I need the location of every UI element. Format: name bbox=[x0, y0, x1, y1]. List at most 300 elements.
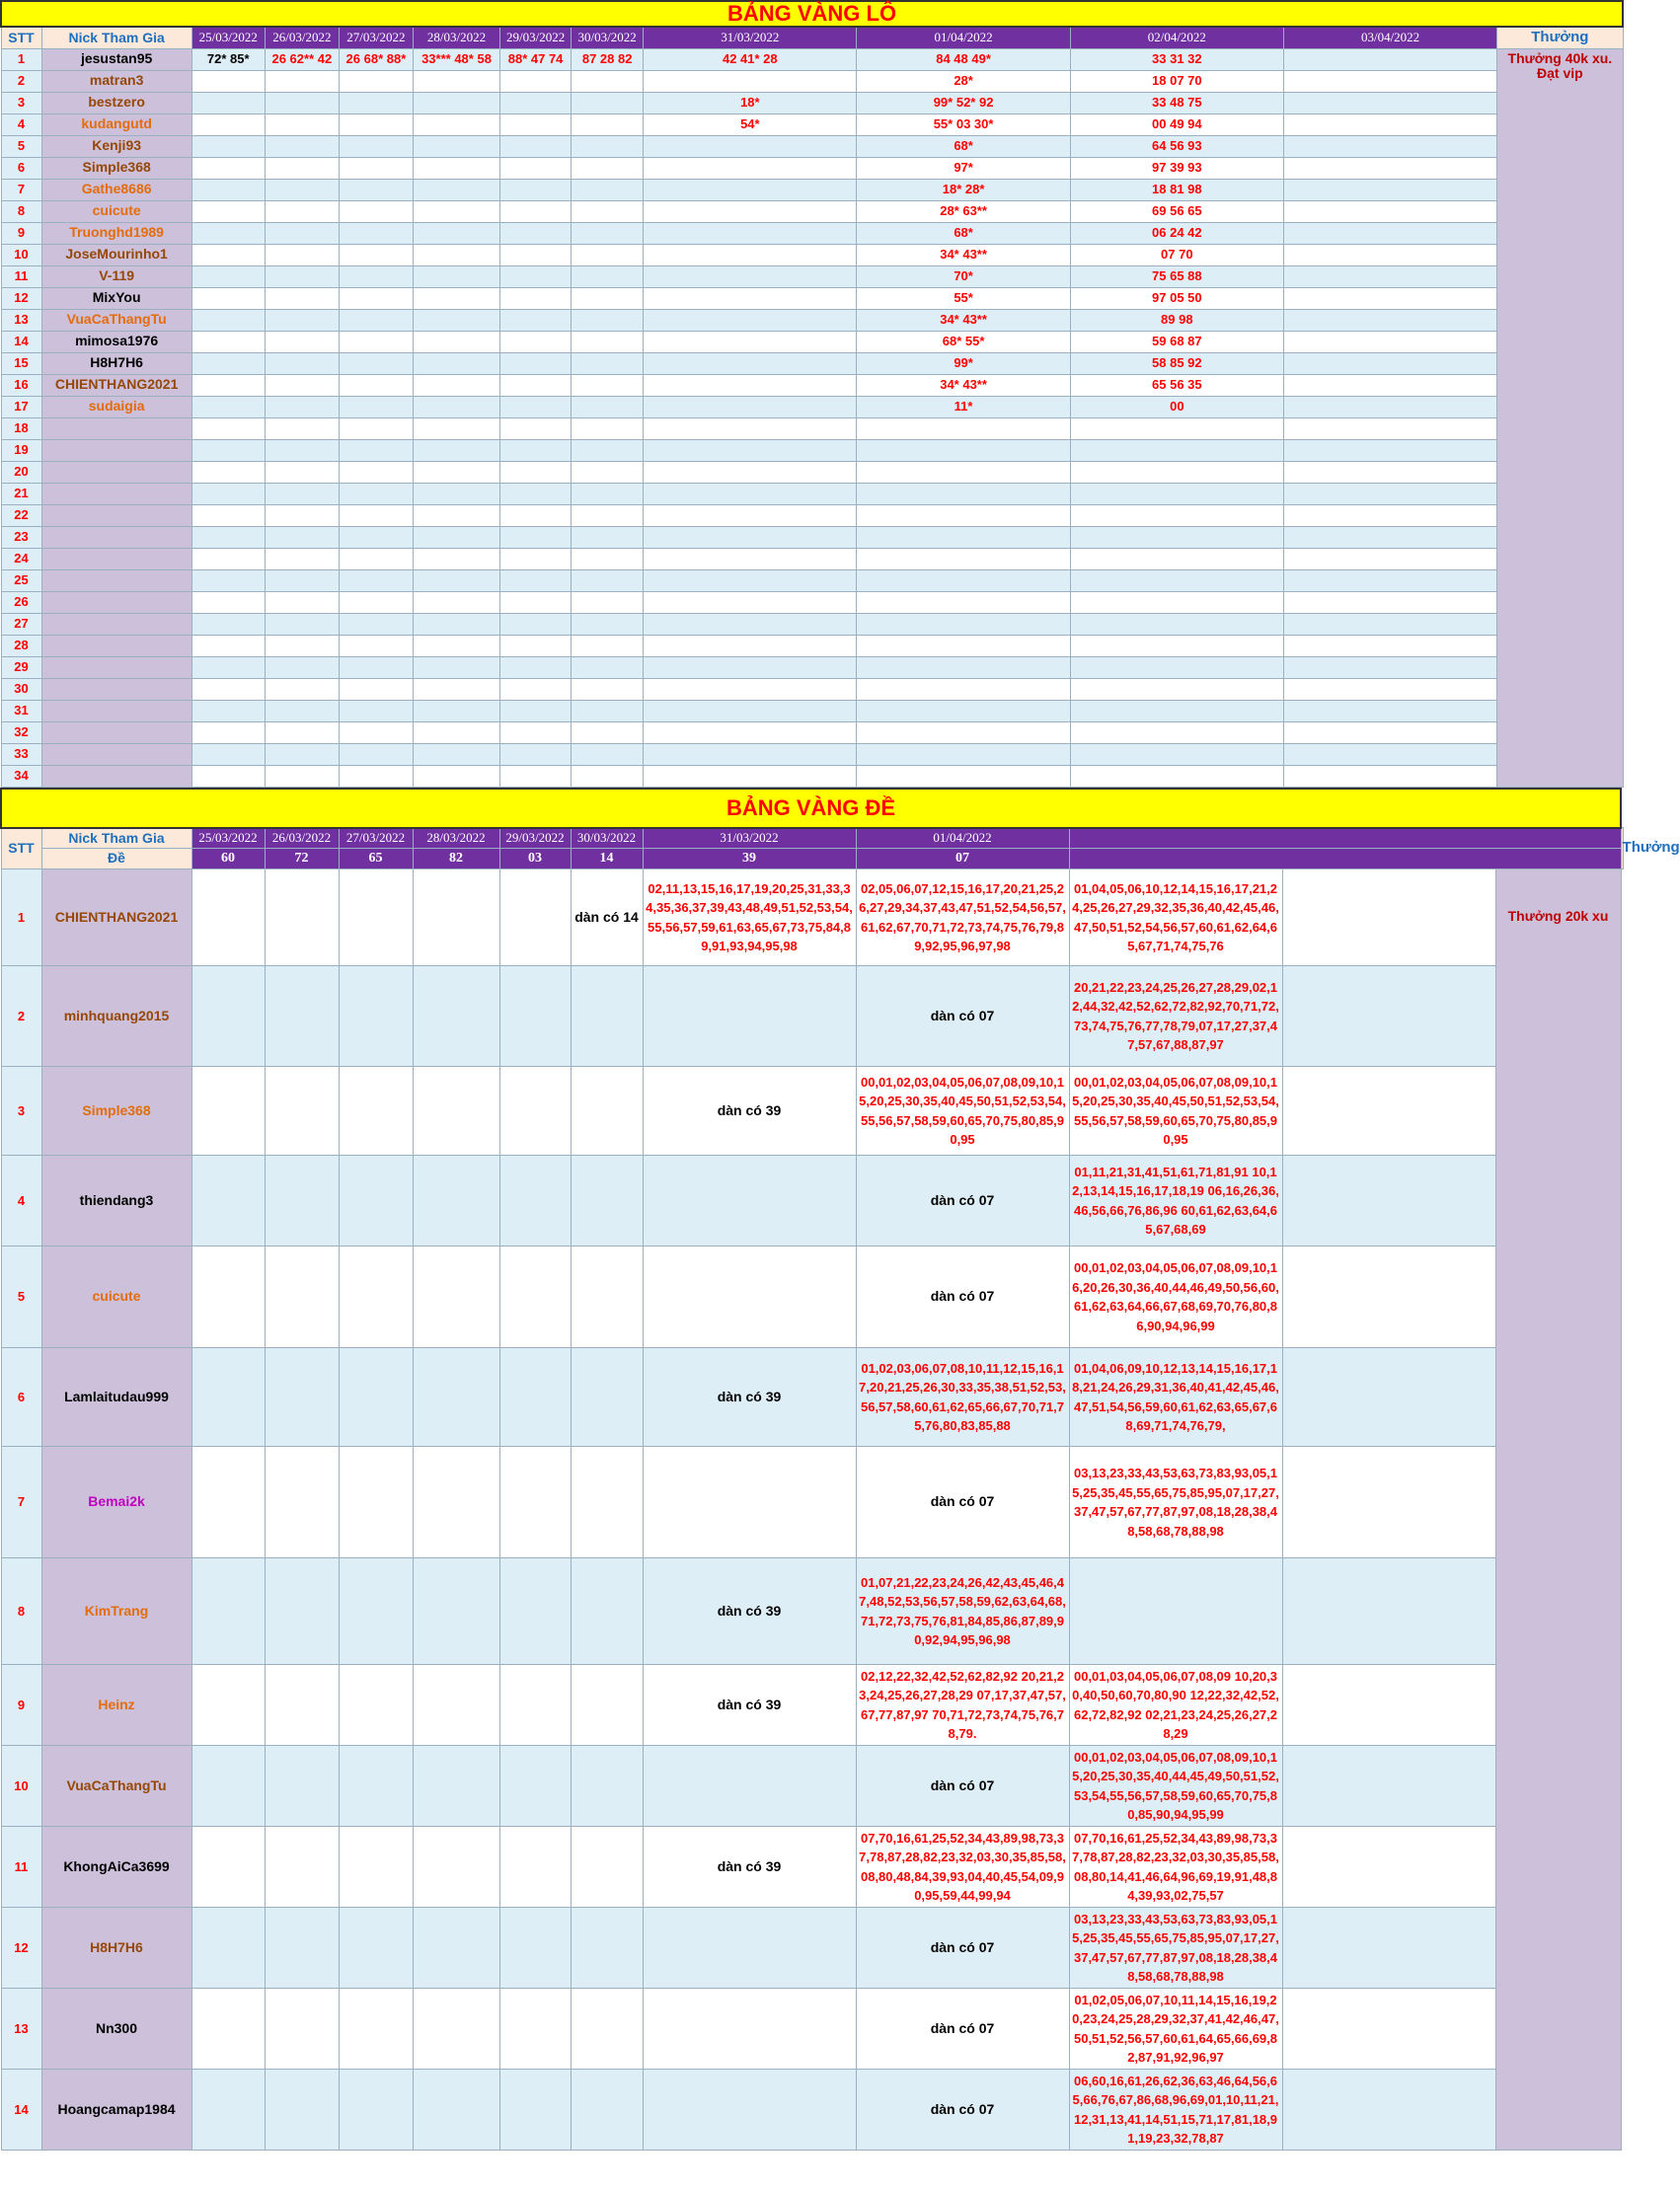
de-date-header: 29/03/2022 bbox=[499, 828, 571, 849]
table-row bbox=[1, 1827, 1624, 1908]
nick-cell: Kenji93 bbox=[41, 135, 191, 157]
pick-cell bbox=[857, 743, 1070, 765]
empty-cell bbox=[339, 1989, 413, 2070]
pick-cell bbox=[857, 635, 1070, 656]
pick-cell bbox=[413, 613, 499, 635]
number-list bbox=[571, 1665, 643, 1746]
table-row bbox=[1, 1665, 1624, 1746]
table-row bbox=[1, 869, 1624, 966]
de-date-header: 27/03/2022 bbox=[339, 828, 413, 849]
pick-cell: 84 48 49* bbox=[857, 48, 1070, 70]
row-number: 24 bbox=[1, 548, 41, 569]
row-number: 20 bbox=[1, 461, 41, 483]
row-number: 21 bbox=[1, 483, 41, 504]
number-list bbox=[643, 1447, 856, 1558]
row-number: 12 bbox=[1, 1908, 41, 1989]
empty-cell bbox=[265, 1665, 339, 1746]
pick-cell bbox=[644, 635, 857, 656]
pick-cell bbox=[857, 678, 1070, 700]
lo-header-nick: Nick Tham Gia bbox=[41, 27, 191, 48]
pick-cell bbox=[644, 765, 857, 787]
table-row bbox=[1, 504, 1623, 526]
pick-cell: 18 07 70 bbox=[1070, 70, 1283, 92]
pick-cell bbox=[191, 461, 265, 483]
pick-cell bbox=[500, 200, 572, 222]
dan-label: dàn có 39 bbox=[643, 1665, 856, 1746]
pick-cell bbox=[1283, 613, 1496, 635]
pick-cell bbox=[500, 591, 572, 613]
table-row bbox=[1, 743, 1623, 765]
pick-cell bbox=[644, 700, 857, 721]
pick-cell bbox=[1070, 461, 1283, 483]
lo-date-header: 03/04/2022 bbox=[1283, 27, 1496, 48]
table-row bbox=[1, 765, 1623, 787]
nick-cell bbox=[41, 548, 191, 569]
lo-table bbox=[0, 0, 1624, 788]
pick-cell bbox=[339, 374, 413, 396]
pick-cell bbox=[413, 743, 499, 765]
number-list bbox=[571, 1746, 643, 1827]
empty-cell bbox=[499, 1746, 571, 1827]
pick-cell bbox=[857, 439, 1070, 461]
pick-cell bbox=[413, 70, 499, 92]
empty-cell bbox=[339, 1348, 413, 1447]
pick-cell bbox=[644, 613, 857, 635]
number-list bbox=[643, 1246, 856, 1348]
row-number: 6 bbox=[1, 157, 41, 179]
row-number: 26 bbox=[1, 591, 41, 613]
nick-cell: jesustan95 bbox=[41, 48, 191, 70]
number-list bbox=[643, 1908, 856, 1989]
row-number: 27 bbox=[1, 613, 41, 635]
pick-cell bbox=[191, 678, 265, 700]
pick-cell bbox=[500, 721, 572, 743]
pick-cell bbox=[572, 417, 644, 439]
lo-date-header: 02/04/2022 bbox=[1070, 27, 1283, 48]
number-list: 01,04,05,06,10,12,14,15,16,17,21,24,25,26,27,29,32,35,36,40,42,45,46,47,50,51,52,54,56,57,60,61,62,64,65,67,71,74,75,76 bbox=[1069, 869, 1282, 966]
pick-cell bbox=[1070, 743, 1283, 765]
pick-cell bbox=[413, 396, 499, 417]
pick-cell bbox=[191, 352, 265, 374]
pick-cell bbox=[413, 222, 499, 244]
pick-cell bbox=[265, 417, 339, 439]
row-number: 6 bbox=[1, 1348, 41, 1447]
empty-cell bbox=[191, 1827, 265, 1908]
empty-cell bbox=[413, 2070, 499, 2151]
pick-cell bbox=[1070, 700, 1283, 721]
number-list: 00,01,02,03,04,05,06,07,08,09,10,16,20,26,30,36,40,44,46,49,50,56,60,61,62,63,64,66,67,68,69,70,76,80,86,90,94,96,99 bbox=[1069, 1246, 1282, 1348]
pick-cell bbox=[265, 179, 339, 200]
empty-cell bbox=[413, 1246, 499, 1348]
row-number: 11 bbox=[1, 1827, 41, 1908]
pick-cell bbox=[1070, 591, 1283, 613]
pick-cell bbox=[413, 309, 499, 331]
dan-label: dàn có 14 bbox=[571, 869, 643, 966]
pick-cell bbox=[191, 113, 265, 135]
pick-cell bbox=[500, 700, 572, 721]
pick-cell bbox=[500, 504, 572, 526]
pick-cell bbox=[500, 70, 572, 92]
pick-cell bbox=[1283, 743, 1496, 765]
pick-cell bbox=[265, 222, 339, 244]
pick-cell bbox=[572, 721, 644, 743]
nick-cell: H8H7H6 bbox=[41, 352, 191, 374]
pick-cell bbox=[1283, 309, 1496, 331]
table-row bbox=[1, 1156, 1624, 1246]
table-row bbox=[1, 200, 1623, 222]
pick-cell bbox=[1070, 721, 1283, 743]
lo-date-header: 26/03/2022 bbox=[265, 27, 339, 48]
row-number: 12 bbox=[1, 287, 41, 309]
pick-cell bbox=[265, 526, 339, 548]
pick-cell bbox=[1283, 331, 1496, 352]
pick-cell bbox=[191, 92, 265, 113]
pick-cell bbox=[644, 591, 857, 613]
pick-cell bbox=[857, 613, 1070, 635]
pick-cell bbox=[572, 352, 644, 374]
empty-cell bbox=[413, 1348, 499, 1447]
pick-cell bbox=[500, 352, 572, 374]
de-result-value: 14 bbox=[571, 849, 643, 869]
pick-cell bbox=[572, 526, 644, 548]
pick-cell bbox=[500, 743, 572, 765]
pick-cell bbox=[191, 309, 265, 331]
row-number: 13 bbox=[1, 1989, 41, 2070]
empty-cell bbox=[1282, 1156, 1495, 1246]
pick-cell bbox=[265, 244, 339, 265]
pick-cell bbox=[500, 417, 572, 439]
pick-cell bbox=[413, 157, 499, 179]
pick-cell bbox=[265, 92, 339, 113]
pick-cell: 18 81 98 bbox=[1070, 179, 1283, 200]
pick-cell: 59 68 87 bbox=[1070, 331, 1283, 352]
table-row bbox=[1, 331, 1623, 352]
pick-cell bbox=[339, 179, 413, 200]
nick-cell: Hoangcamap1984 bbox=[41, 2070, 191, 2151]
row-number: 23 bbox=[1, 526, 41, 548]
pick-cell bbox=[413, 700, 499, 721]
table-row bbox=[1, 374, 1623, 396]
pick-cell bbox=[572, 765, 644, 787]
pick-cell bbox=[265, 765, 339, 787]
de-header-de: Đề bbox=[41, 849, 191, 869]
pick-cell bbox=[265, 483, 339, 504]
pick-cell bbox=[500, 287, 572, 309]
pick-cell bbox=[1070, 439, 1283, 461]
pick-cell bbox=[857, 569, 1070, 591]
row-number: 32 bbox=[1, 721, 41, 743]
pick-cell bbox=[191, 287, 265, 309]
pick-cell: 18* bbox=[644, 92, 857, 113]
pick-cell bbox=[265, 352, 339, 374]
pick-cell bbox=[413, 721, 499, 743]
number-list bbox=[571, 1447, 643, 1558]
pick-cell: 00 bbox=[1070, 396, 1283, 417]
empty-cell bbox=[265, 1908, 339, 1989]
table-row bbox=[1, 1348, 1624, 1447]
pick-cell bbox=[1283, 70, 1496, 92]
pick-cell bbox=[265, 331, 339, 352]
empty-cell bbox=[413, 1908, 499, 1989]
pick-cell bbox=[644, 548, 857, 569]
pick-cell bbox=[191, 743, 265, 765]
empty-cell bbox=[265, 1746, 339, 1827]
pick-cell bbox=[572, 743, 644, 765]
empty-cell bbox=[499, 1348, 571, 1447]
pick-cell bbox=[1283, 179, 1496, 200]
table-row bbox=[1, 309, 1623, 331]
pick-cell bbox=[644, 287, 857, 309]
pick-cell bbox=[644, 743, 857, 765]
de-date-header: 01/04/2022 bbox=[856, 828, 1069, 849]
number-list bbox=[643, 2070, 856, 2151]
empty-cell bbox=[265, 1989, 339, 2070]
pick-cell bbox=[857, 656, 1070, 678]
pick-cell bbox=[339, 721, 413, 743]
dan-label: dàn có 07 bbox=[856, 1989, 1069, 2070]
number-list: 03,13,23,33,43,53,63,73,83,93,05,15,25,35,45,55,65,75,85,95,07,17,27,37,47,57,67,77,87,97,08,18,28,38,48,58,68,78,88,98 bbox=[1069, 1908, 1282, 1989]
table-row bbox=[1, 548, 1623, 569]
pick-cell bbox=[572, 222, 644, 244]
de-header-reward: Thưởng bbox=[1621, 828, 1623, 869]
row-number: 5 bbox=[1, 135, 41, 157]
pick-cell bbox=[339, 287, 413, 309]
de-header-row bbox=[1, 828, 1624, 849]
empty-cell bbox=[265, 1447, 339, 1558]
number-list: 01,07,21,22,23,24,26,42,43,45,46,47,48,52,53,56,57,58,59,62,63,64,68,71,72,73,75,76,81,84,85,86,87,89,90,92,94,95,96,98 bbox=[856, 1558, 1069, 1665]
pick-cell bbox=[857, 700, 1070, 721]
empty-cell bbox=[339, 1746, 413, 1827]
pick-cell bbox=[500, 244, 572, 265]
empty-cell bbox=[1282, 1246, 1495, 1348]
pick-cell bbox=[644, 179, 857, 200]
pick-cell: 18* 28* bbox=[857, 179, 1070, 200]
number-list: 01,02,05,06,07,10,11,14,15,16,19,20,23,24,25,28,29,32,37,41,42,46,47,50,51,52,56,57,60,61,64,65,66,69,82,87,91,92,96,97 bbox=[1069, 1989, 1282, 2070]
pick-cell bbox=[1283, 287, 1496, 309]
empty-cell bbox=[191, 1989, 265, 2070]
pick-cell bbox=[413, 331, 499, 352]
dan-label: dàn có 07 bbox=[856, 1156, 1069, 1246]
pick-cell bbox=[339, 613, 413, 635]
row-number: 18 bbox=[1, 417, 41, 439]
number-list bbox=[571, 1067, 643, 1156]
pick-cell bbox=[265, 439, 339, 461]
pick-cell: 54* bbox=[644, 113, 857, 135]
empty-cell bbox=[413, 1746, 499, 1827]
de-result-row bbox=[1, 849, 1624, 869]
table-row bbox=[1, 635, 1623, 656]
table-row bbox=[1, 135, 1623, 157]
pick-cell: 64 56 93 bbox=[1070, 135, 1283, 157]
pick-cell bbox=[191, 70, 265, 92]
pick-cell: 34* 43** bbox=[857, 244, 1070, 265]
pick-cell bbox=[413, 439, 499, 461]
empty-cell bbox=[191, 1067, 265, 1156]
row-number: 4 bbox=[1, 113, 41, 135]
table-row bbox=[1, 966, 1624, 1067]
empty-cell bbox=[265, 1558, 339, 1665]
pick-cell bbox=[413, 113, 499, 135]
number-list: 20,21,22,23,24,25,26,27,28,29,02,12,44,32,42,52,62,72,82,92,70,71,72,73,74,75,76,77,78,79,07,17,27,37,47,57,67,88,87,97 bbox=[1069, 966, 1282, 1067]
pick-cell bbox=[1283, 635, 1496, 656]
nick-cell bbox=[41, 569, 191, 591]
pick-cell: 65 56 35 bbox=[1070, 374, 1283, 396]
pick-cell bbox=[1070, 526, 1283, 548]
pick-cell bbox=[413, 200, 499, 222]
nick-cell: kudangutd bbox=[41, 113, 191, 135]
empty-cell bbox=[413, 1156, 499, 1246]
table-row bbox=[1, 287, 1623, 309]
nick-cell bbox=[41, 721, 191, 743]
de-title: BẢNG VÀNG ĐỀ bbox=[1, 789, 1621, 828]
nick-cell: KhongAiCa3699 bbox=[41, 1827, 191, 1908]
nick-cell bbox=[41, 765, 191, 787]
empty-cell bbox=[339, 1908, 413, 1989]
de-date-header: 28/03/2022 bbox=[413, 828, 499, 849]
nick-cell: VuaCaThangTu bbox=[41, 1746, 191, 1827]
pick-cell bbox=[500, 179, 572, 200]
pick-cell bbox=[500, 157, 572, 179]
pick-cell bbox=[857, 461, 1070, 483]
empty-cell bbox=[191, 869, 265, 966]
pick-cell bbox=[1283, 265, 1496, 287]
pick-cell bbox=[500, 461, 572, 483]
pick-cell bbox=[413, 287, 499, 309]
pick-cell bbox=[500, 331, 572, 352]
pick-cell bbox=[1283, 569, 1496, 591]
empty-cell bbox=[339, 1558, 413, 1665]
pick-cell bbox=[572, 135, 644, 157]
pick-cell bbox=[339, 700, 413, 721]
de-result-value bbox=[1069, 849, 1621, 869]
pick-cell: 06 24 42 bbox=[1070, 222, 1283, 244]
table-row bbox=[1, 352, 1623, 374]
pick-cell bbox=[413, 135, 499, 157]
pick-cell bbox=[644, 656, 857, 678]
pick-cell bbox=[339, 417, 413, 439]
pick-cell bbox=[191, 765, 265, 787]
pick-cell: 75 65 88 bbox=[1070, 265, 1283, 287]
pick-cell bbox=[265, 591, 339, 613]
pick-cell: 33 48 75 bbox=[1070, 92, 1283, 113]
pick-cell bbox=[500, 265, 572, 287]
empty-cell bbox=[1282, 1447, 1495, 1558]
row-number: 10 bbox=[1, 1746, 41, 1827]
pick-cell: 69 56 65 bbox=[1070, 200, 1283, 222]
empty-cell bbox=[191, 1746, 265, 1827]
pick-cell bbox=[413, 244, 499, 265]
pick-cell bbox=[1070, 504, 1283, 526]
pick-cell: 11* bbox=[857, 396, 1070, 417]
empty-cell bbox=[265, 1067, 339, 1156]
nick-cell: Bemai2k bbox=[41, 1447, 191, 1558]
pick-cell bbox=[1283, 678, 1496, 700]
pick-cell bbox=[1070, 635, 1283, 656]
pick-cell bbox=[1283, 548, 1496, 569]
nick-cell bbox=[41, 461, 191, 483]
pick-cell bbox=[572, 548, 644, 569]
pick-cell bbox=[339, 222, 413, 244]
row-number: 5 bbox=[1, 1246, 41, 1348]
pick-cell bbox=[572, 374, 644, 396]
pick-cell bbox=[265, 721, 339, 743]
pick-cell: 68* 55* bbox=[857, 331, 1070, 352]
pick-cell bbox=[191, 591, 265, 613]
pick-cell bbox=[572, 396, 644, 417]
empty-cell bbox=[499, 1447, 571, 1558]
pick-cell bbox=[1070, 548, 1283, 569]
nick-cell bbox=[41, 656, 191, 678]
pick-cell: 34* 43** bbox=[857, 374, 1070, 396]
row-number: 3 bbox=[1, 92, 41, 113]
empty-cell bbox=[1282, 1746, 1495, 1827]
empty-cell bbox=[499, 1827, 571, 1908]
pick-cell bbox=[1070, 656, 1283, 678]
nick-cell: bestzero bbox=[41, 92, 191, 113]
table-row bbox=[1, 483, 1623, 504]
pick-cell bbox=[500, 526, 572, 548]
pick-cell bbox=[265, 700, 339, 721]
pick-cell bbox=[339, 765, 413, 787]
empty-cell bbox=[191, 1447, 265, 1558]
pick-cell bbox=[1283, 244, 1496, 265]
pick-cell: 55* 03 30* bbox=[857, 113, 1070, 135]
pick-cell bbox=[857, 765, 1070, 787]
pick-cell bbox=[265, 569, 339, 591]
row-number: 10 bbox=[1, 244, 41, 265]
pick-cell bbox=[644, 439, 857, 461]
row-number: 30 bbox=[1, 678, 41, 700]
number-list: 07,70,16,61,25,52,34,43,89,98,73,37,78,87,28,82,23,32,03,30,35,85,58,08,80,48,84,39,93,04,40,45,54,09,90,95,59,44,99,94 bbox=[856, 1827, 1069, 1908]
pick-cell bbox=[413, 504, 499, 526]
nick-cell: Lamlaitudau999 bbox=[41, 1348, 191, 1447]
pick-cell bbox=[1283, 135, 1496, 157]
empty-cell bbox=[191, 1348, 265, 1447]
number-list: 06,60,16,61,26,62,36,63,46,64,56,65,66,76,67,86,68,96,69,01,10,11,21,12,31,13,41,14,51,15,71,17,81,18,91,19,23,32,78,87 bbox=[1069, 2070, 1282, 2151]
pick-cell bbox=[191, 504, 265, 526]
nick-cell: matran3 bbox=[41, 70, 191, 92]
pick-cell bbox=[191, 656, 265, 678]
empty-cell bbox=[499, 1156, 571, 1246]
pick-cell bbox=[1283, 439, 1496, 461]
pick-cell bbox=[644, 244, 857, 265]
pick-cell bbox=[265, 656, 339, 678]
pick-cell bbox=[191, 526, 265, 548]
empty-cell bbox=[1282, 1908, 1495, 1989]
empty-cell bbox=[413, 966, 499, 1067]
pick-cell bbox=[413, 569, 499, 591]
table-row bbox=[1, 439, 1623, 461]
pick-cell: 72* 85* bbox=[191, 48, 265, 70]
pick-cell bbox=[572, 439, 644, 461]
row-number: 3 bbox=[1, 1067, 41, 1156]
table-row bbox=[1, 591, 1623, 613]
row-number: 2 bbox=[1, 70, 41, 92]
pick-cell bbox=[265, 113, 339, 135]
empty-cell bbox=[339, 2070, 413, 2151]
nick-cell: Nn300 bbox=[41, 1989, 191, 2070]
pick-cell bbox=[265, 678, 339, 700]
empty-cell bbox=[499, 1908, 571, 1989]
pick-cell bbox=[265, 70, 339, 92]
dan-label: dàn có 39 bbox=[643, 1067, 856, 1156]
pick-cell bbox=[191, 483, 265, 504]
pick-cell bbox=[1283, 396, 1496, 417]
pick-cell bbox=[339, 526, 413, 548]
pick-cell bbox=[413, 483, 499, 504]
pick-cell: 26 68* 88* bbox=[339, 48, 413, 70]
number-list: 00,01,02,03,04,05,06,07,08,09,10,15,20,25,30,35,40,45,50,51,52,53,54,55,56,57,58,59,60,65,70,75,80,85,90,95 bbox=[1069, 1067, 1282, 1156]
